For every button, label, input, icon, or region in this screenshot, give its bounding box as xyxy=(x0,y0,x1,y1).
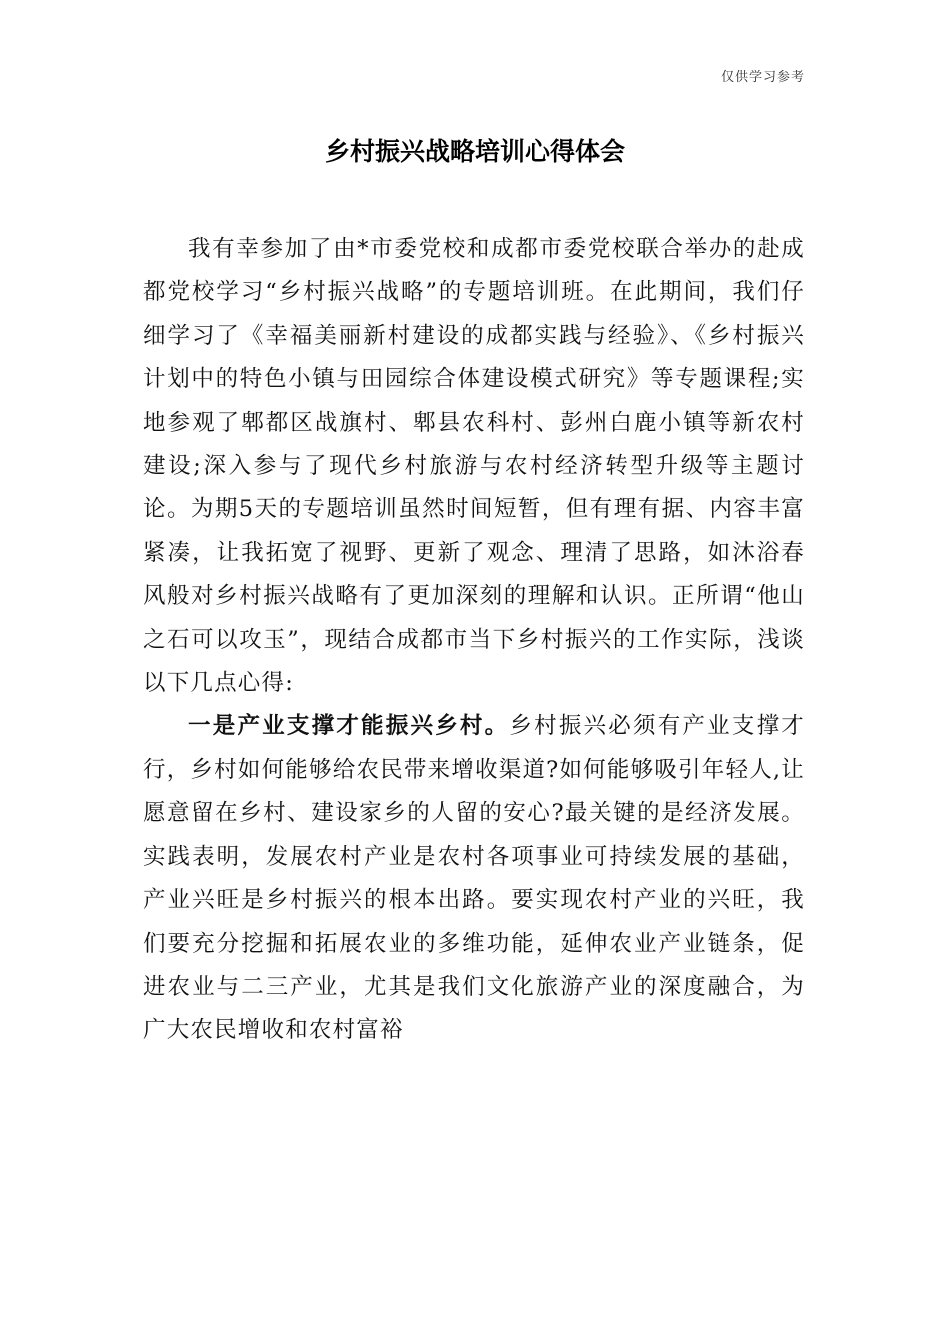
paragraph-point-one-lead: 一是产业支撑才能振兴乡村。 xyxy=(188,713,510,740)
paragraph-intro-text: 我有幸参加了由*市委党校和成都市委党校联合举办的赴成都党校学习“乡村振兴战略”的专题培训班。在此期间，我们仔细学习了《幸福美丽新村建设的成都实践与经验》、《乡村振兴计划中的特色小镇与田园综合体建设模式研究》等专题课程;实地参观了郫都区战旗村、郫县农科村、彭州白鹿小镇等新农村建设;深入参与了现代乡村旅游与农村经济转型升级等主题讨论。为期5天的专题培训虽然时间短暂，但有理有据、内容丰富紧凑，让我拓宽了视野、更新了观念、理清了思路，如沐浴春风般对乡村振兴战略有了更加深刻的理解和认识。正所谓“他山之石可以攻玉”，现结合成都市当下乡村振兴的工作实际，浅谈以下几点心得: xyxy=(143,236,805,697)
paragraph-point-one xyxy=(143,705,805,1052)
paragraph-point-one-text: 乡村振兴必须有产业支撑才行，乡村如何能够给农民带来增收渠道?如何能够吸引年轻人,让愿意留在乡村、建设家乡的人留的安心?最关键的是经济发展。实践表明，发展农村产业是农村各项事业可持续发展的基础，产业兴旺是乡村振兴的根本出路。要实现农村产业的兴旺，我们要充分挖掘和拓展农业的多维功能，延伸农业产业链条，促进农业与二三产业，尤其是我们文化旅游产业的深度融合，为广大农民增收和农村富裕 xyxy=(143,713,805,1044)
document-title: 乡村振兴战略培训心得体会 xyxy=(324,137,625,166)
header-note: 仅供学习参考 xyxy=(720,70,805,85)
document-body xyxy=(143,228,805,1053)
paragraph-intro xyxy=(143,228,805,705)
